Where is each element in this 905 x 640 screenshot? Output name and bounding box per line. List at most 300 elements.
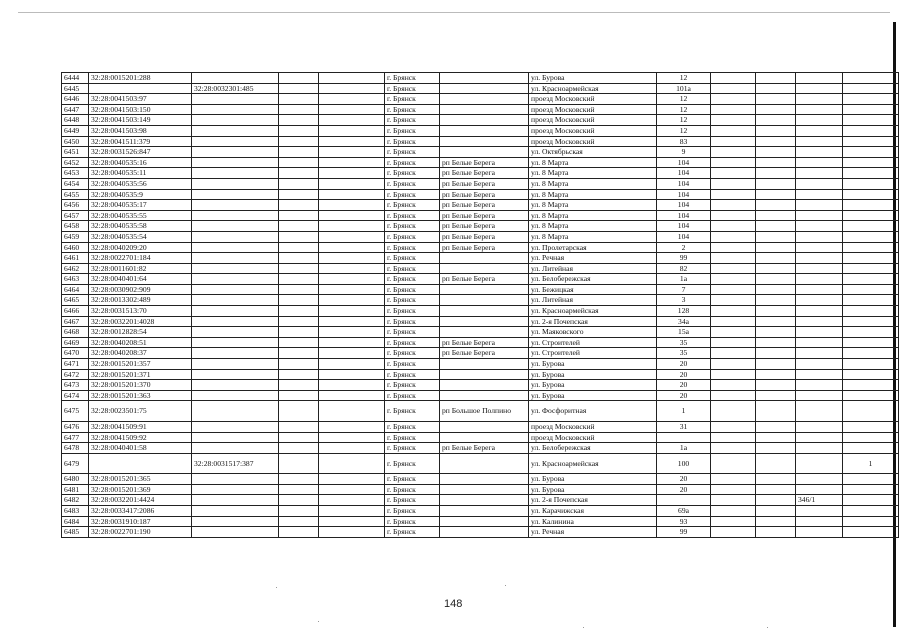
cell-col10 xyxy=(711,157,756,168)
cell-col13 xyxy=(843,200,899,211)
cadastral-number-alt xyxy=(192,221,279,232)
cadastral-number: 32:28:0041509:92 xyxy=(89,432,192,443)
city: г. Брянск xyxy=(385,253,440,264)
row-number: 6461 xyxy=(62,253,89,264)
cell-col5 xyxy=(319,94,385,105)
cadastral-number-alt xyxy=(192,295,279,306)
cadastral-number: 32:28:0040401:58 xyxy=(89,443,192,454)
settlement: рп Белые Берега xyxy=(440,337,529,348)
cadastral-number-alt xyxy=(192,136,279,147)
settlement xyxy=(440,516,529,527)
city: г. Брянск xyxy=(385,421,440,432)
house-number: 12 xyxy=(657,73,711,84)
cell-col4 xyxy=(279,484,319,495)
street: ул. Литейная xyxy=(529,295,657,306)
cell-col5 xyxy=(319,147,385,158)
cell-col4 xyxy=(279,327,319,338)
cell-col12 xyxy=(796,527,843,538)
cell-col11 xyxy=(756,516,796,527)
cadastral-number: 32:28:0041509:91 xyxy=(89,421,192,432)
cell-col11 xyxy=(756,253,796,264)
house-number: 15а xyxy=(657,327,711,338)
page-number: 148 xyxy=(444,598,463,610)
street: ул. 8 Марта xyxy=(529,200,657,211)
cell-col4 xyxy=(279,253,319,264)
cell-col12 xyxy=(796,474,843,485)
table-row xyxy=(62,295,899,306)
cadastral-number-alt xyxy=(192,210,279,221)
settlement xyxy=(440,495,529,506)
settlement xyxy=(440,421,529,432)
cadastral-number-alt xyxy=(192,73,279,84)
table-row xyxy=(62,401,899,422)
row-number: 6483 xyxy=(62,505,89,516)
settlement xyxy=(440,369,529,380)
row-number: 6444 xyxy=(62,73,89,84)
cell-col10 xyxy=(711,147,756,158)
row-number: 6457 xyxy=(62,210,89,221)
street: ул. Красноармейская xyxy=(529,83,657,94)
table-row xyxy=(62,369,899,380)
scan-speck xyxy=(505,585,506,586)
cell-col11 xyxy=(756,189,796,200)
cell-col5 xyxy=(319,505,385,516)
cadastral-number-alt xyxy=(192,327,279,338)
street: ул. Пролетарская xyxy=(529,242,657,253)
table-row xyxy=(62,380,899,391)
house-number: 83 xyxy=(657,136,711,147)
cadastral-number-alt xyxy=(192,115,279,126)
table-row xyxy=(62,274,899,285)
street: проезд Московский xyxy=(529,104,657,115)
cell-col10 xyxy=(711,263,756,274)
cadastral-number-alt xyxy=(192,306,279,317)
cell-col4 xyxy=(279,505,319,516)
cell-col12 xyxy=(796,484,843,495)
cell-col12 xyxy=(796,189,843,200)
cell-col10 xyxy=(711,189,756,200)
cell-col13 xyxy=(843,104,899,115)
settlement xyxy=(440,94,529,105)
street: ул. Октябрьская xyxy=(529,147,657,158)
cell-col12 xyxy=(796,263,843,274)
cell-col13 xyxy=(843,495,899,506)
cell-col10 xyxy=(711,484,756,495)
cell-col4 xyxy=(279,369,319,380)
city: г. Брянск xyxy=(385,157,440,168)
cell-col13 xyxy=(843,401,899,422)
street: ул. Красноармейская xyxy=(529,306,657,317)
cell-col12 xyxy=(796,401,843,422)
house-number: 3 xyxy=(657,295,711,306)
cell-col5 xyxy=(319,125,385,136)
street: ул. Красноармейская xyxy=(529,453,657,474)
cell-col4 xyxy=(279,189,319,200)
table-row xyxy=(62,453,899,474)
settlement xyxy=(440,263,529,274)
street: ул. Бурова xyxy=(529,359,657,370)
cell-col5 xyxy=(319,253,385,264)
cell-col12 xyxy=(796,505,843,516)
cadastral-number-alt xyxy=(192,168,279,179)
table-row xyxy=(62,421,899,432)
cell-col5 xyxy=(319,284,385,295)
street: ул. Бурова xyxy=(529,474,657,485)
cell-col13 xyxy=(843,83,899,94)
street: проезд Московский xyxy=(529,136,657,147)
cadastral-number-alt xyxy=(192,242,279,253)
cell-col11 xyxy=(756,474,796,485)
cell-col4 xyxy=(279,263,319,274)
house-number: 104 xyxy=(657,189,711,200)
house-number: 93 xyxy=(657,516,711,527)
house-number: 20 xyxy=(657,380,711,391)
cell-col11 xyxy=(756,221,796,232)
cell-col10 xyxy=(711,369,756,380)
cadastral-number-alt xyxy=(192,474,279,485)
cell-col11 xyxy=(756,390,796,401)
cell-col4 xyxy=(279,527,319,538)
cadastral-number xyxy=(89,453,192,474)
cell-col11 xyxy=(756,284,796,295)
city: г. Брянск xyxy=(385,359,440,370)
settlement: рп Белые Берега xyxy=(440,189,529,200)
street: ул. Бурова xyxy=(529,73,657,84)
settlement: рп Белые Берега xyxy=(440,242,529,253)
cell-col11 xyxy=(756,94,796,105)
table-body xyxy=(62,73,899,538)
cell-col12 xyxy=(796,432,843,443)
cell-col5 xyxy=(319,231,385,242)
scan-speck xyxy=(767,627,768,628)
cadastral-number: 32:28:0011601:82 xyxy=(89,263,192,274)
cell-col12 xyxy=(796,157,843,168)
row-number: 6455 xyxy=(62,189,89,200)
cell-col13 xyxy=(843,505,899,516)
cell-col4 xyxy=(279,453,319,474)
city: г. Брянск xyxy=(385,210,440,221)
cell-col12 xyxy=(796,178,843,189)
city: г. Брянск xyxy=(385,168,440,179)
street: ул. Литейная xyxy=(529,263,657,274)
settlement xyxy=(440,390,529,401)
cadastral-number: 32:28:0040208:51 xyxy=(89,337,192,348)
cell-col5 xyxy=(319,83,385,94)
cell-col5 xyxy=(319,348,385,359)
street: ул. Бежицкая xyxy=(529,284,657,295)
street: проезд Московский xyxy=(529,115,657,126)
cell-col10 xyxy=(711,401,756,422)
city: г. Брянск xyxy=(385,516,440,527)
cadastral-number: 32:28:0040208:37 xyxy=(89,348,192,359)
cell-col13 xyxy=(843,168,899,179)
cell-col13 xyxy=(843,157,899,168)
table-row xyxy=(62,136,899,147)
row-number: 6485 xyxy=(62,527,89,538)
cell-col5 xyxy=(319,443,385,454)
city: г. Брянск xyxy=(385,242,440,253)
city: г. Брянск xyxy=(385,274,440,285)
street: ул. Фосфоритная xyxy=(529,401,657,422)
cell-col4 xyxy=(279,168,319,179)
house-number: 99 xyxy=(657,527,711,538)
cadastral-number-alt xyxy=(192,231,279,242)
house-number: 1а xyxy=(657,274,711,285)
table-row xyxy=(62,484,899,495)
cell-col11 xyxy=(756,125,796,136)
cell-col4 xyxy=(279,443,319,454)
cell-col5 xyxy=(319,168,385,179)
street: ул. 2-я Почепская xyxy=(529,316,657,327)
cell-col13 xyxy=(843,147,899,158)
cell-col13 xyxy=(843,484,899,495)
row-number: 6469 xyxy=(62,337,89,348)
cell-col5 xyxy=(319,157,385,168)
cell-col13 xyxy=(843,443,899,454)
settlement: рп Белые Берега xyxy=(440,200,529,211)
cell-col13 xyxy=(843,327,899,338)
cell-col11 xyxy=(756,200,796,211)
street: ул. Бурова xyxy=(529,390,657,401)
cell-col10 xyxy=(711,94,756,105)
cell-col5 xyxy=(319,242,385,253)
cell-col4 xyxy=(279,306,319,317)
house-number: 104 xyxy=(657,200,711,211)
cadastral-number: 32:28:0031526:847 xyxy=(89,147,192,158)
table-row xyxy=(62,495,899,506)
settlement xyxy=(440,147,529,158)
cadastral-number-alt xyxy=(192,495,279,506)
cell-col4 xyxy=(279,147,319,158)
house-number: 104 xyxy=(657,231,711,242)
table-row xyxy=(62,189,899,200)
street: ул. Карачижская xyxy=(529,505,657,516)
cell-col12 xyxy=(796,327,843,338)
city: г. Брянск xyxy=(385,115,440,126)
table-row xyxy=(62,316,899,327)
cell-col12 xyxy=(796,115,843,126)
row-number: 6474 xyxy=(62,390,89,401)
city: г. Брянск xyxy=(385,495,440,506)
cell-col12 xyxy=(796,231,843,242)
settlement xyxy=(440,327,529,338)
cell-col10 xyxy=(711,168,756,179)
row-number: 6446 xyxy=(62,94,89,105)
house-number: 7 xyxy=(657,284,711,295)
cell-col4 xyxy=(279,73,319,84)
cell-col4 xyxy=(279,221,319,232)
house-number: 104 xyxy=(657,210,711,221)
city: г. Брянск xyxy=(385,136,440,147)
cell-col11 xyxy=(756,147,796,158)
cell-col11 xyxy=(756,369,796,380)
cell-col12 xyxy=(796,443,843,454)
settlement xyxy=(440,432,529,443)
cadastral-number xyxy=(89,83,192,94)
cell-col13 xyxy=(843,115,899,126)
row-number: 6459 xyxy=(62,231,89,242)
cell-col11 xyxy=(756,168,796,179)
cell-col5 xyxy=(319,73,385,84)
cadastral-number: 32:28:0040535:16 xyxy=(89,157,192,168)
cell-col11 xyxy=(756,231,796,242)
settlement xyxy=(440,83,529,94)
city: г. Брянск xyxy=(385,94,440,105)
cadastral-number: 32:28:0022701:184 xyxy=(89,253,192,264)
cadastral-number-alt xyxy=(192,104,279,115)
house-number: 104 xyxy=(657,178,711,189)
cell-col5 xyxy=(319,432,385,443)
cell-col13 xyxy=(843,210,899,221)
settlement xyxy=(440,104,529,115)
row-number: 6445 xyxy=(62,83,89,94)
cell-col10 xyxy=(711,453,756,474)
table-row xyxy=(62,147,899,158)
cell-col11 xyxy=(756,337,796,348)
settlement xyxy=(440,505,529,516)
cell-col13 xyxy=(843,390,899,401)
cadastral-number-alt xyxy=(192,147,279,158)
row-number: 6458 xyxy=(62,221,89,232)
cell-col12 xyxy=(796,136,843,147)
house-number: 99 xyxy=(657,253,711,264)
table-row xyxy=(62,306,899,317)
cell-col4 xyxy=(279,83,319,94)
cell-col11 xyxy=(756,495,796,506)
street: проезд Московский xyxy=(529,94,657,105)
row-number: 6450 xyxy=(62,136,89,147)
cell-col10 xyxy=(711,73,756,84)
cell-col4 xyxy=(279,210,319,221)
row-number: 6465 xyxy=(62,295,89,306)
cell-col12 xyxy=(796,147,843,158)
house-number: 1 xyxy=(657,401,711,422)
settlement xyxy=(440,453,529,474)
cadastral-number: 32:28:0040535:11 xyxy=(89,168,192,179)
cell-col4 xyxy=(279,316,319,327)
street: проезд Московский xyxy=(529,432,657,443)
cadastral-number: 32:28:0023501:75 xyxy=(89,401,192,422)
cell-col10 xyxy=(711,231,756,242)
house-number: 12 xyxy=(657,115,711,126)
cell-col5 xyxy=(319,421,385,432)
table-row xyxy=(62,359,899,370)
row-number: 6447 xyxy=(62,104,89,115)
cell-col10 xyxy=(711,359,756,370)
cell-col10 xyxy=(711,443,756,454)
cell-col12 xyxy=(796,83,843,94)
cell-col11 xyxy=(756,505,796,516)
cell-col12 xyxy=(796,337,843,348)
city: г. Брянск xyxy=(385,327,440,338)
cell-col10 xyxy=(711,495,756,506)
city: г. Брянск xyxy=(385,380,440,391)
cell-col5 xyxy=(319,337,385,348)
cell-col12 xyxy=(796,359,843,370)
cell-col13 xyxy=(843,337,899,348)
table-row xyxy=(62,178,899,189)
settlement xyxy=(440,73,529,84)
cell-col5 xyxy=(319,210,385,221)
cadastral-number-alt xyxy=(192,200,279,211)
cell-col4 xyxy=(279,421,319,432)
cadastral-number: 32:28:0013302:489 xyxy=(89,295,192,306)
city: г. Брянск xyxy=(385,104,440,115)
cell-col10 xyxy=(711,178,756,189)
cell-col13 xyxy=(843,242,899,253)
cell-col4 xyxy=(279,274,319,285)
cell-col11 xyxy=(756,115,796,126)
cell-col12 xyxy=(796,453,843,474)
settlement xyxy=(440,380,529,391)
cadastral-number: 32:28:0040535:56 xyxy=(89,178,192,189)
row-number: 6448 xyxy=(62,115,89,126)
cell-col11 xyxy=(756,306,796,317)
cell-col13 xyxy=(843,516,899,527)
street: ул. 8 Марта xyxy=(529,168,657,179)
table-row xyxy=(62,390,899,401)
row-number: 6452 xyxy=(62,157,89,168)
cell-col5 xyxy=(319,369,385,380)
city: г. Брянск xyxy=(385,306,440,317)
cadastral-number-alt xyxy=(192,390,279,401)
cell-col4 xyxy=(279,104,319,115)
cadastral-number-alt xyxy=(192,516,279,527)
cell-col12 xyxy=(796,200,843,211)
cell-col4 xyxy=(279,136,319,147)
cell-col10 xyxy=(711,380,756,391)
cadastral-number-alt xyxy=(192,484,279,495)
house-number: 100 xyxy=(657,453,711,474)
table-row xyxy=(62,157,899,168)
cell-col5 xyxy=(319,178,385,189)
cell-col13 xyxy=(843,189,899,200)
house-number: 35 xyxy=(657,337,711,348)
house-number: 101а xyxy=(657,83,711,94)
cell-col10 xyxy=(711,221,756,232)
cell-col5 xyxy=(319,189,385,200)
city: г. Брянск xyxy=(385,200,440,211)
cell-col11 xyxy=(756,443,796,454)
city: г. Брянск xyxy=(385,432,440,443)
cell-col4 xyxy=(279,432,319,443)
house-number: 82 xyxy=(657,263,711,274)
cell-col10 xyxy=(711,200,756,211)
city: г. Брянск xyxy=(385,263,440,274)
cell-col13 xyxy=(843,94,899,105)
cell-col12 xyxy=(796,274,843,285)
cell-col12 xyxy=(796,390,843,401)
table-row xyxy=(62,253,899,264)
cell-col10 xyxy=(711,390,756,401)
cadastral-number: 32:28:0032201:4424 xyxy=(89,495,192,506)
cadastral-number-alt xyxy=(192,94,279,105)
cadastral-number: 32:28:0032201:4028 xyxy=(89,316,192,327)
city: г. Брянск xyxy=(385,316,440,327)
cell-col4 xyxy=(279,359,319,370)
table-row xyxy=(62,242,899,253)
scan-speck xyxy=(276,587,277,588)
cadastral-number-alt xyxy=(192,401,279,422)
cell-col13 xyxy=(843,284,899,295)
city: г. Брянск xyxy=(385,221,440,232)
cell-col12 xyxy=(796,306,843,317)
cell-col5 xyxy=(319,327,385,338)
city: г. Брянск xyxy=(385,83,440,94)
street: ул. Строителей xyxy=(529,337,657,348)
house-number: 104 xyxy=(657,221,711,232)
street: ул. Калинина xyxy=(529,516,657,527)
